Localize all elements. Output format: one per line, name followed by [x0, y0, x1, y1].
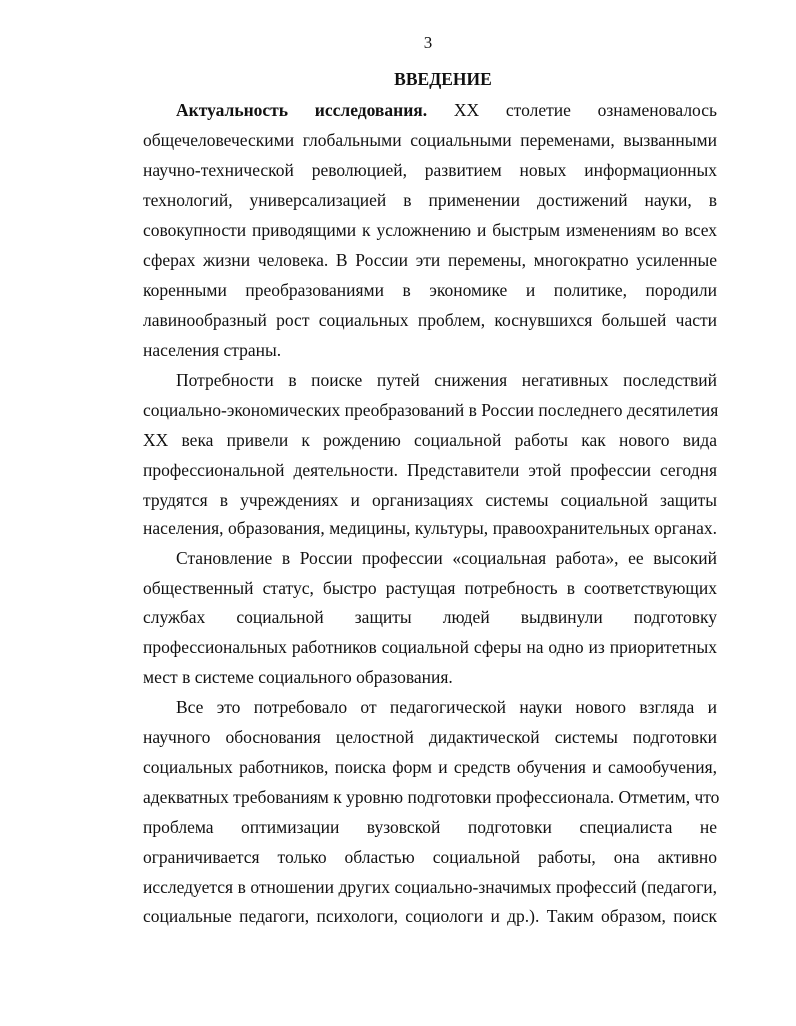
text-line: общечеловеческими глобальными социальными переменами, вызванными	[143, 130, 717, 150]
text-line: Становление в России профессии «социальная работа», ее высокий	[176, 548, 717, 568]
text-line: совокупности приводящими к усложнению и быстрым изменениям во всех	[143, 220, 717, 240]
text-line: мест в системе социального образования.	[143, 667, 453, 687]
text-line: ограничивается только областью социальной работы, она активно	[143, 847, 717, 867]
text-line: службах социальной защиты людей выдвинули подготовку	[143, 607, 717, 627]
text-line: адекватных требованиям к уровню подготовки профессионала. Отметим, что	[143, 787, 720, 807]
line-text: XX столетие ознаменовалось	[453, 100, 717, 120]
lead-phrase: Актуальность исследования.	[176, 100, 428, 120]
text-line: социальные педагоги, психологи, социологи и др.). Таким образом, поиск	[143, 906, 717, 926]
text-line: сферах жизни человека. В России эти перемены, многократно усиленные	[143, 250, 717, 270]
section-title: ВВЕДЕНИЕ	[394, 69, 492, 89]
text-line: коренными преобразованиями в экономике и политике, породили	[143, 280, 717, 300]
text-line: профессиональных работников социальной сферы на одно из приоритетных	[143, 637, 717, 657]
text-line: социально-экономических преобразований в России последнего десятилетия	[143, 400, 719, 420]
text-line: технологий, универсализацией в применении достижений науки, в	[143, 190, 717, 210]
page-number: 3	[423, 33, 433, 52]
text-line: проблема оптимизации вузовской подготовки специалиста не	[143, 817, 717, 837]
text-line: трудятся в учреждениях и организациях системы социальной защиты	[143, 490, 717, 510]
text-line: общественный статус, быстро растущая потребность в соответствующих	[143, 578, 717, 598]
text-line: лавинообразный рост социальных проблем, коснувшихся большей части	[143, 310, 717, 330]
text-line: Потребности в поиске путей снижения негативных последствий	[176, 370, 717, 390]
text-line: профессиональной деятельности. Представители этой профессии сегодня	[143, 460, 717, 480]
text-line: социальных работников, поиска форм и средств обучения и самообучения,	[143, 757, 717, 777]
text-line: населения страны.	[143, 340, 282, 360]
text-line: Все это потребовало от педагогической науки нового взгляда и	[176, 697, 717, 717]
text-line: XX века привели к рождению социальной работы как нового вида	[143, 430, 717, 450]
text-line: населения, образования, медицины, культуры, правоохранительных органах.	[143, 518, 717, 538]
text-line: исследуется в отношении других социально-значимых профессий (педагоги,	[143, 877, 717, 897]
text-line	[176, 99, 717, 121]
text-line: научно-технической революцией, развитием новых информационных	[143, 160, 717, 180]
text-line: научного обоснования целостной дидактической системы подготовки	[143, 727, 717, 747]
